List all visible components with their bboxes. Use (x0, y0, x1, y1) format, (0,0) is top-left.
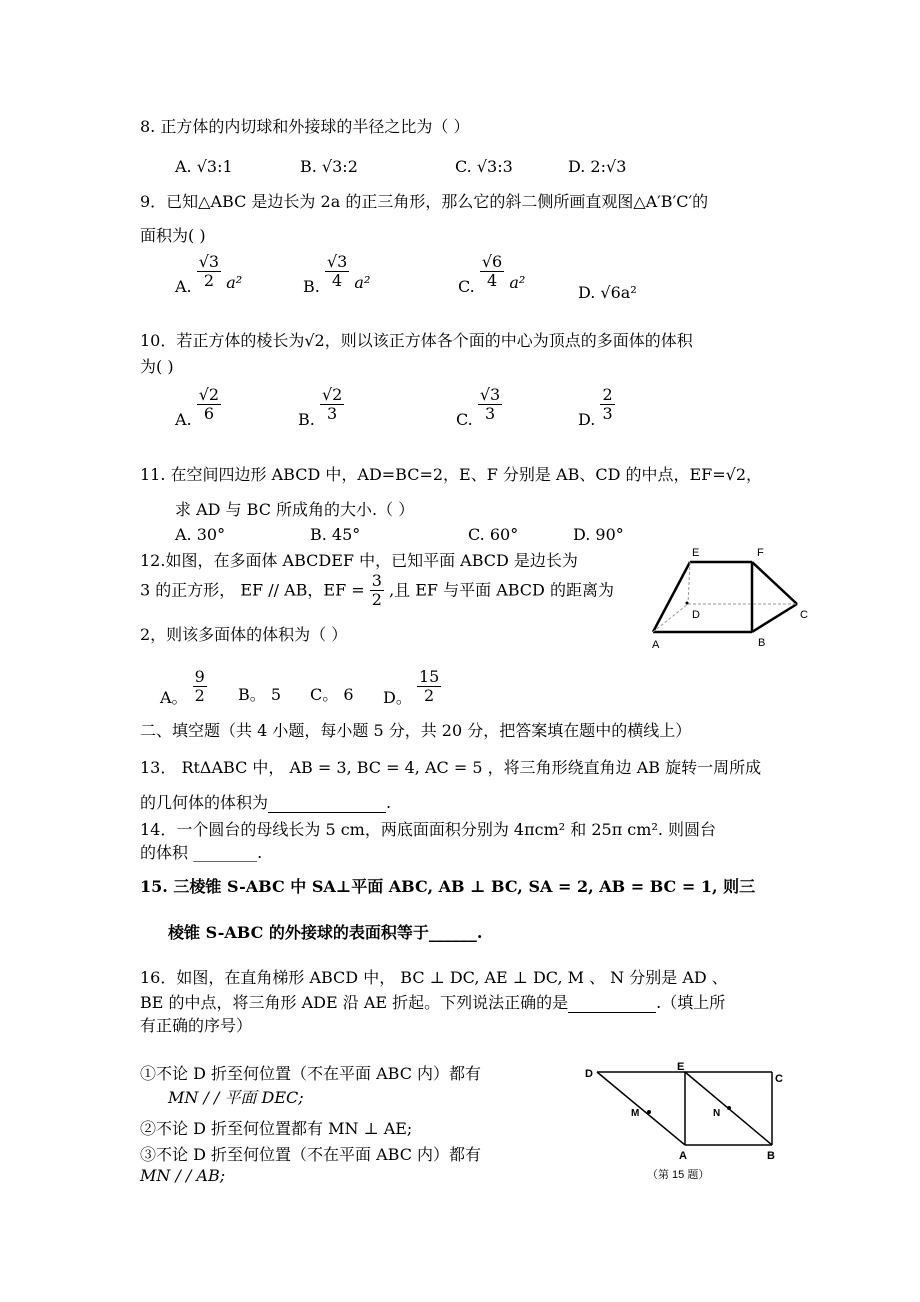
edge-fc (752, 562, 797, 604)
q16-stem-line2 (140, 990, 725, 1013)
q9-option-b-denominator: 4 (332, 271, 343, 291)
q15-stem-line2: 棱锥 S-ABC 的外接球的表面积等于______. (168, 923, 483, 942)
label-a: A (652, 639, 660, 651)
q12-option-a-numerator: 9 (194, 667, 205, 686)
q9-option-b-tail: a² (354, 273, 371, 293)
q16-option-1-line1: ①不论 D 折至何位置（不在平面 ABC 内）都有 (140, 1064, 482, 1083)
q9-option-c-denominator: 4 (486, 271, 498, 291)
q9-option-b-numerator: √3 (326, 252, 348, 271)
q10-option-d-denominator: 3 (602, 404, 613, 424)
q11-option-a: A. 30° (175, 525, 226, 544)
q12-option-d-fraction (417, 668, 441, 706)
q15-stem-line1: 15. 三棱锥 S-ABC 中 SA⊥平面 ABC, AB ⊥ BC, SA = 2, AB = BC = 1, 则三 (140, 877, 756, 896)
q13-stem-line1: 13． RtΔABC 中， AB = 3, BC = 4, AC = 5 ，将三角形绕直角边 AB 旋转一周所成 (140, 758, 762, 777)
label-a: A (679, 1150, 687, 1162)
q11-stem-line1: 11. 在空间四边形 ABCD 中，AD=BC=2，E、F 分别是 AB、CD 的中点，EF=√2， (140, 465, 763, 484)
q9-option-c (458, 252, 526, 297)
q13-stem-end: . (386, 793, 392, 812)
q12-option-a-denominator: 2 (194, 686, 205, 706)
q10-option-a-prefix: A. (175, 410, 192, 430)
q10-option-d-prefix: D. (578, 410, 596, 430)
q8-stem: 8. 正方体的内切球和外接球的半径之比为（ ） (140, 117, 470, 136)
q16-option-3-line1: ③不论 D 折至何位置（不在平面 ABC 内）都有 (140, 1145, 482, 1164)
q10-stem-line1: 10．若正方体的棱长为√2，则以该正方体各个面的中心为顶点的多面体的体积 (140, 331, 693, 350)
q11-stem-line2: 求 AD 与 BC 所成角的大小.（ ） (175, 500, 415, 519)
q11-option-c: C. 60° (468, 525, 519, 544)
q9-option-a-prefix: A. (175, 277, 192, 297)
q9-stem-line2: 面积为( ) (140, 226, 206, 245)
q10-option-d-numerator: 2 (602, 385, 613, 404)
point-m (647, 1110, 651, 1114)
q9-option-a-numerator: √3 (198, 252, 220, 271)
edge-bc (752, 604, 797, 632)
q16-trapezoid-figure (575, 1060, 795, 1185)
q16-option-2: ②不论 D 折至何位置都有 MN ⊥ AE; (140, 1119, 413, 1138)
q11-option-d: D. 90° (573, 525, 624, 544)
q8-option-c: C. √3:3 (455, 157, 513, 176)
q9-option-d: D. √6a² (578, 283, 637, 302)
q12-option-a-fraction (193, 668, 207, 706)
q13-stem-line2 (140, 790, 391, 813)
q10-option-c-numerator: √3 (479, 385, 501, 404)
q9-option-a-tail: a² (226, 273, 243, 293)
q12-stem-line1: 12.如图，在多面体 ABCDEF 中，已知平面 ABCD 是边长为 (140, 551, 578, 570)
q12-stem-line3: 2，则该多面体的体积为（ ） (140, 625, 348, 644)
q9-option-a (175, 252, 243, 297)
point-n (727, 1106, 731, 1110)
label-d: D (585, 1068, 593, 1080)
q10-option-a-fraction (197, 386, 221, 424)
q10-option-c-fraction (478, 386, 502, 424)
q14-stem-line2: 的体积 ________. (140, 843, 263, 862)
q16-stem-line3: 有正确的序号） (140, 1016, 253, 1035)
q16-stem-line2-part1: BE 的中点，将三角形 ADE 沿 AE 折起。下列说法正确的是 (140, 993, 569, 1012)
q10-option-b-numerator: √2 (321, 385, 343, 404)
q12-stem-line2 (140, 572, 614, 610)
edge-ed-hidden (688, 562, 690, 604)
q9-option-b (303, 252, 371, 297)
q9-option-c-numerator: √6 (481, 252, 503, 271)
label-d: D (692, 609, 700, 621)
label-b: B (767, 1150, 775, 1162)
label-c: C (775, 1073, 783, 1085)
label-m: M (631, 1108, 640, 1119)
q9-option-b-prefix: B. (303, 277, 320, 297)
label-f: F (757, 547, 764, 559)
q10-option-a-denominator: 6 (203, 404, 215, 424)
edge-da (597, 1072, 685, 1145)
q10-option-d (578, 385, 615, 430)
label-c: C (800, 609, 808, 621)
q10-stem-line2: 为( ) (140, 357, 174, 376)
q8-option-b: B. √3:2 (300, 157, 358, 176)
q12-ef-numerator: 3 (371, 571, 382, 590)
label-n: N (713, 1108, 721, 1119)
q16-answer-blank[interactable] (568, 993, 656, 1013)
q13-stem-line2-text: 的几何体的体积为 (140, 793, 269, 812)
q12-option-d (383, 668, 441, 706)
section-2-heading: 二、填空题（共 4 小题，每小题 5 分，共 20 分，把答案填在题中的横线上） (140, 721, 692, 740)
figure-caption: （第 15 题） (647, 1169, 710, 1181)
label-e: E (677, 1061, 685, 1073)
q10-option-b (298, 385, 344, 430)
q9-option-c-tail: a² (509, 273, 526, 293)
q10-option-c-prefix: C. (456, 410, 473, 430)
q12-option-b: B。 5 (238, 685, 282, 704)
q12-ef-denominator: 2 (371, 590, 382, 610)
q9-option-b-fraction (325, 253, 349, 291)
q8-option-d: D. 2:√3 (568, 157, 627, 176)
q12-ef-fraction (370, 572, 384, 610)
point-d (686, 602, 689, 605)
q8-option-a: A. √3:1 (175, 157, 233, 176)
label-b: B (758, 637, 766, 649)
q10-option-a (175, 385, 221, 430)
label-e: E (692, 547, 700, 559)
q9-option-c-fraction (480, 253, 504, 291)
q16-option-3-line2: MN / / AB; (140, 1166, 226, 1185)
q13-answer-blank[interactable] (268, 793, 386, 813)
q9-option-a-fraction (197, 253, 221, 291)
q12-option-a-prefix: A。 (160, 688, 188, 708)
q12-option-d-prefix: D。 (383, 688, 412, 708)
q12-polyhedron-figure (640, 540, 820, 655)
q10-option-c (456, 385, 502, 430)
q14-stem-line1: 14．一个圆台的母线长为 5 cm，两底面面积分别为 4πcm² 和 25π cm². 则圆台 (140, 820, 717, 839)
q12-stem-line2-part2: ,且 EF 与平面 ABCD 的距离为 (389, 580, 614, 600)
q16-option-1-line2: MN / / 平面 DEC; (168, 1088, 304, 1107)
edge-ad-hidden (653, 604, 688, 632)
edge-ea (653, 562, 690, 632)
q12-stem-line2-part1: 3 的正方形， EF // AB，EF = (140, 580, 365, 600)
q12-option-a (160, 668, 207, 706)
q10-option-b-prefix: B. (298, 410, 315, 430)
q12-option-d-numerator: 15 (418, 667, 440, 686)
q9-option-c-prefix: C. (458, 277, 475, 297)
q9-stem-line1: 9．已知△ABC 是边长为 2a 的正三角形，那么它的斜二侧所画直观图△A′B′C′的 (140, 192, 709, 211)
q16-stem-line1: 16．如图，在直角梯形 ABCD 中， BC ⊥ DC, AE ⊥ DC, M 、 N 分别是 AD 、 (140, 968, 728, 987)
q16-stem-line2-part2: .（填上所 (656, 993, 726, 1012)
q10-option-a-numerator: √2 (198, 385, 220, 404)
q12-option-d-denominator: 2 (424, 686, 435, 706)
q10-option-c-denominator: 3 (484, 404, 496, 424)
q10-option-b-fraction (320, 386, 344, 424)
q12-option-c: C。 6 (310, 685, 354, 704)
q9-option-a-denominator: 2 (203, 271, 215, 291)
q10-option-d-fraction (600, 386, 614, 424)
q11-option-b: B. 45° (310, 525, 361, 544)
q10-option-b-denominator: 3 (327, 404, 338, 424)
